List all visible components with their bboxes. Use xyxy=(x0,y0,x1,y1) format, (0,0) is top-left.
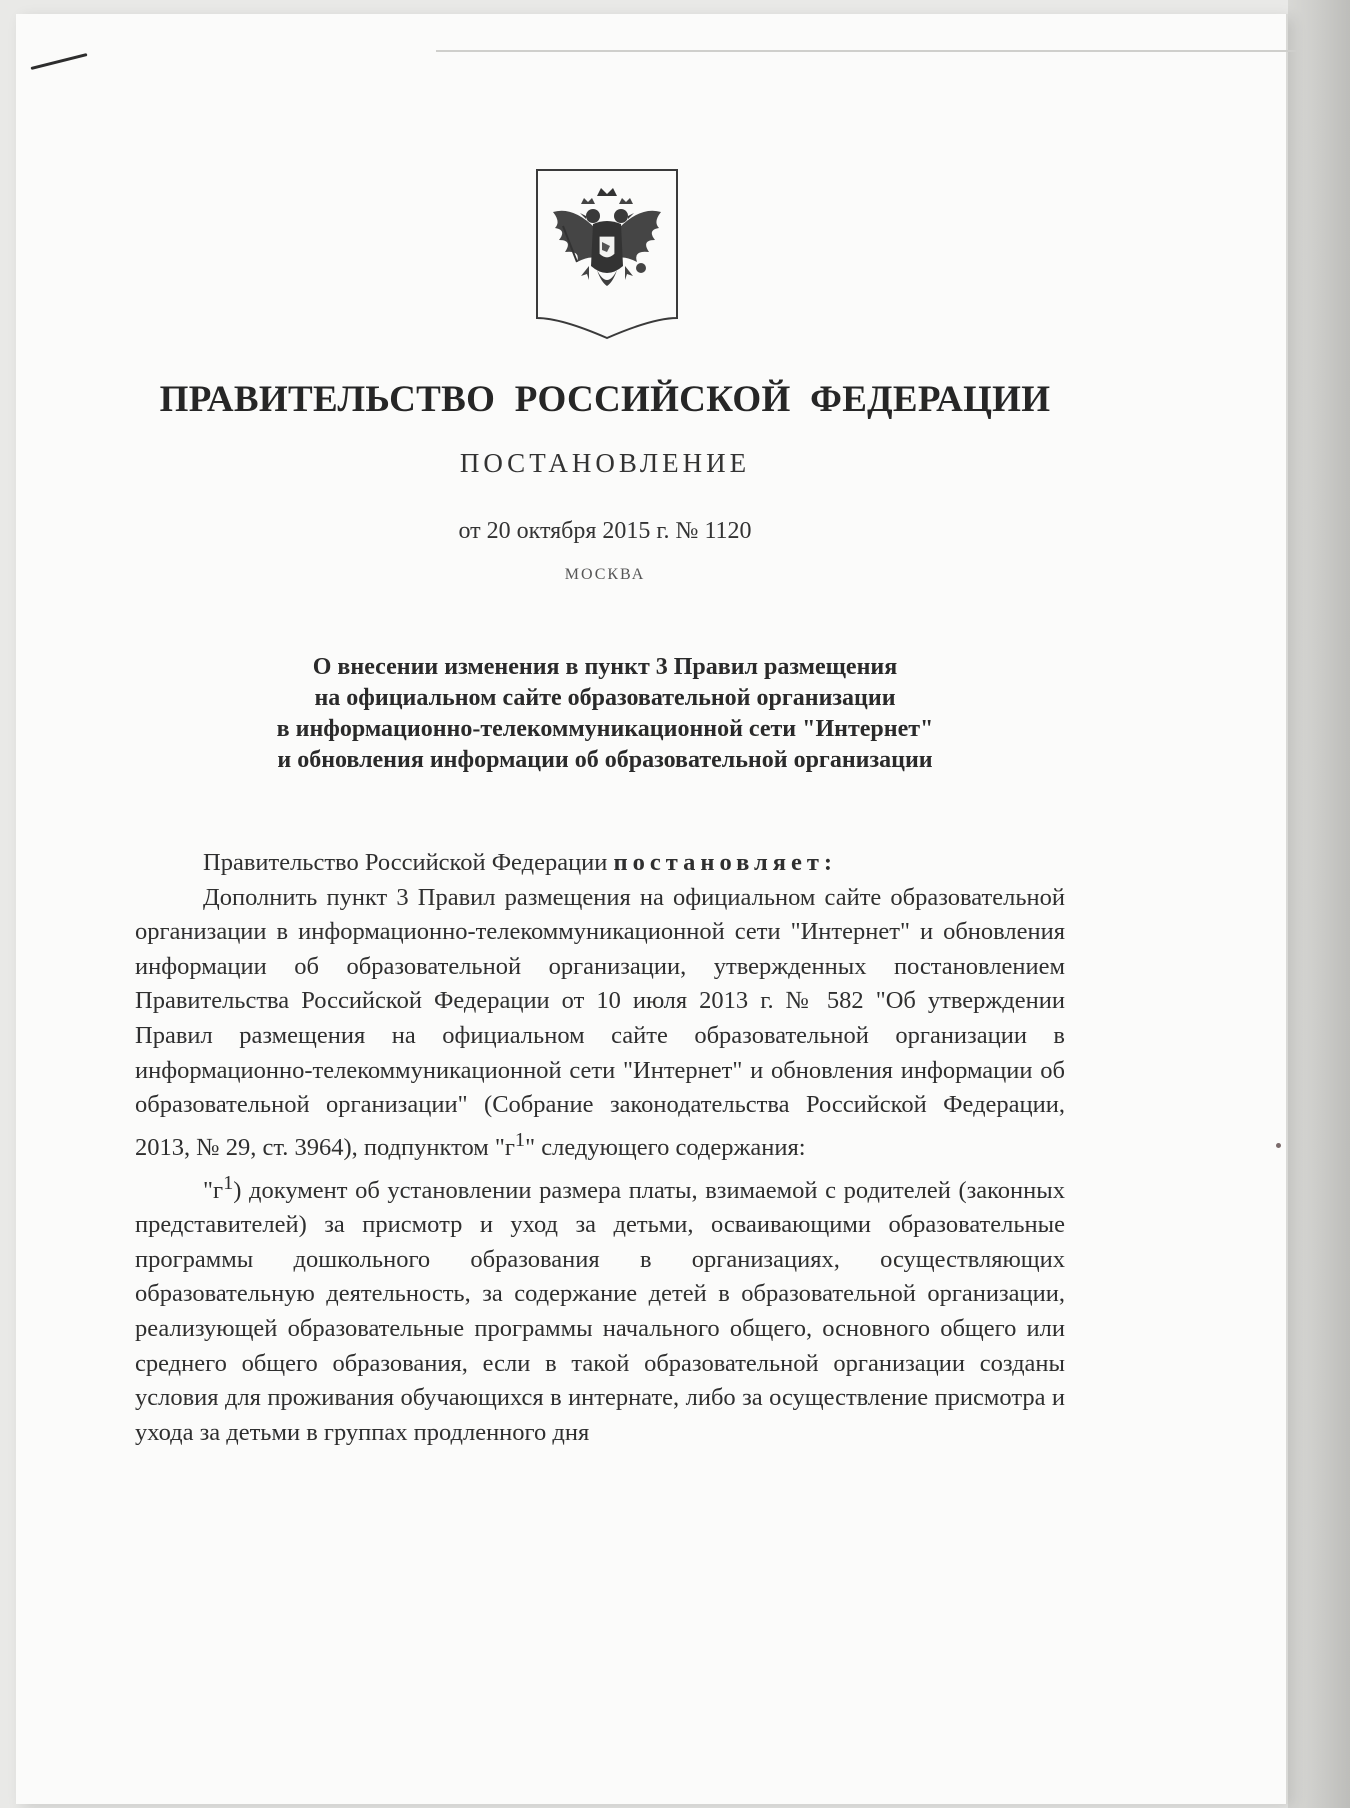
document-type: ПОСТАНОВЛЕНИЕ xyxy=(459,448,751,478)
subject-line: на официальном сайте образовательной организации xyxy=(314,685,896,711)
scan-speck xyxy=(1276,1143,1281,1148)
document-city: МОСКВА xyxy=(564,566,646,583)
paragraph-intro xyxy=(135,846,1065,881)
amendment-text: Дополнить пункт 3 Правил размещения на официальном сайте образовательной организации в информационно-телекоммуникационной сети "Интернет" и обновления информации об образовательной организации, утвержденных постановлением Правительства Российской Федерации от 10 июля 2013 г. № 582 "Об утверждении Правил размещения на официальном сайте образовательной организации в информационно-телекоммуникационной сети "Интернет" и обновления информации об образовательной организации" (Собрание законодательства Российской Федерации, 2013, № 29, ст. 3964), подпунктом "г xyxy=(135,883,1065,1161)
subject-line: и обновления информации об образовательной организации xyxy=(277,747,933,773)
subject-line: О внесении изменения в пункт 3 Правил размещения xyxy=(312,654,898,680)
amendment-text-end: " следующего содержания: xyxy=(525,1133,806,1161)
coat-of-arms-icon xyxy=(533,166,681,341)
subclause-text: ) документ об установлении размера платы, взимаемой с родителей (законных представителей) за присмотр и уход за детьми, осваивающими образовательные программы дошкольного образования в организациях, осуществляющих образовательную деятельность, за содержание детей в образовательной организации, реализующей образовательные программы начального общего, основного общего или среднего общего образования, если в такой образовательной организации созданы условия для проживания обучающихся в интернате, либо за осуществление присмотра и ухода за детьми в группах продленного дня xyxy=(135,1176,1065,1446)
paragraph-amendment xyxy=(135,881,1065,1166)
document-body xyxy=(135,846,1065,1450)
page-title: ПРАВИТЕЛЬСТВО РОССИЙСКОЙ ФЕДЕРАЦИИ xyxy=(159,379,1051,420)
intro-text: Правительство Российской Федерации xyxy=(203,849,614,876)
superscript: 1 xyxy=(223,1171,234,1194)
subclause-label: "г xyxy=(203,1176,224,1204)
decree-word: постановляет: xyxy=(613,849,838,876)
scan-artifact-line xyxy=(436,50,1296,52)
paragraph-subclause xyxy=(135,1166,1065,1451)
scan-edge xyxy=(1288,0,1350,1808)
superscript: 1 xyxy=(514,1128,526,1151)
subject-line: в информационно-телекоммуникационной сети "Интернет" xyxy=(276,716,934,742)
document-subject xyxy=(0,652,1210,776)
document-date-number: от 20 октября 2015 г. № 1120 xyxy=(458,518,752,544)
